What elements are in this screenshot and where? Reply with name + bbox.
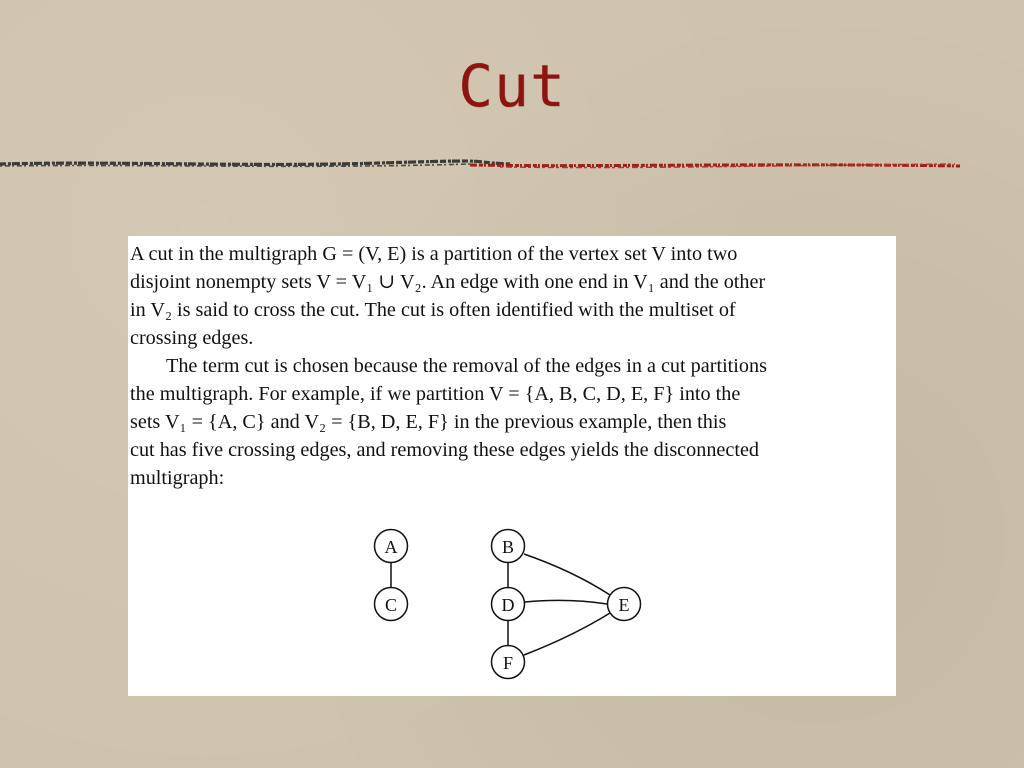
cut-graph-diagram: [128, 236, 896, 696]
node-f: [492, 646, 525, 679]
p2-line-4: cut has five crossing edges, and removing these edges yields the disconnected: [130, 439, 759, 461]
p1-line-1: A cut in the multigraph G = (V, E) is a partition of the vertex set V into two: [130, 243, 738, 265]
content-panel: [128, 236, 896, 696]
p2-line-1: The term cut is chosen because the removal of the edges in a cut partitions: [166, 355, 767, 377]
node-e-label: E: [618, 595, 630, 615]
node-d-label: D: [501, 595, 515, 615]
p2-line-5: multigraph:: [130, 467, 225, 489]
title-divider: [0, 150, 1024, 190]
edge-f-e: [524, 613, 610, 655]
edge-d-e: [525, 600, 607, 604]
p2-line-3: sets V₁ = {A, C} and V₂ = {B, D, E, F} in the previous example, then this: [130, 411, 727, 433]
slide-title: Cut: [458, 52, 566, 120]
node-c-label: C: [384, 595, 398, 615]
p1-line-2: disjoint nonempty sets V = V₁ ∪ V₂. An edge with one end in V₁ and the other: [130, 271, 766, 293]
node-e: [608, 588, 641, 621]
p2-line-2: the multigraph. For example, if we partition V = {A, B, C, D, E, F} into the: [130, 383, 741, 405]
node-a-label: A: [384, 537, 398, 557]
node-f-label: F: [502, 653, 514, 673]
p1-line-3: in V₂ is said to cross the cut. The cut is often identified with the multiset of: [130, 299, 736, 321]
node-b-label: B: [501, 537, 515, 557]
node-d: [492, 588, 525, 621]
node-b: [492, 530, 525, 563]
node-a: [375, 530, 408, 563]
edge-b-e: [524, 554, 610, 595]
node-c: [375, 588, 408, 621]
p1-line-4: crossing edges.: [130, 327, 254, 349]
